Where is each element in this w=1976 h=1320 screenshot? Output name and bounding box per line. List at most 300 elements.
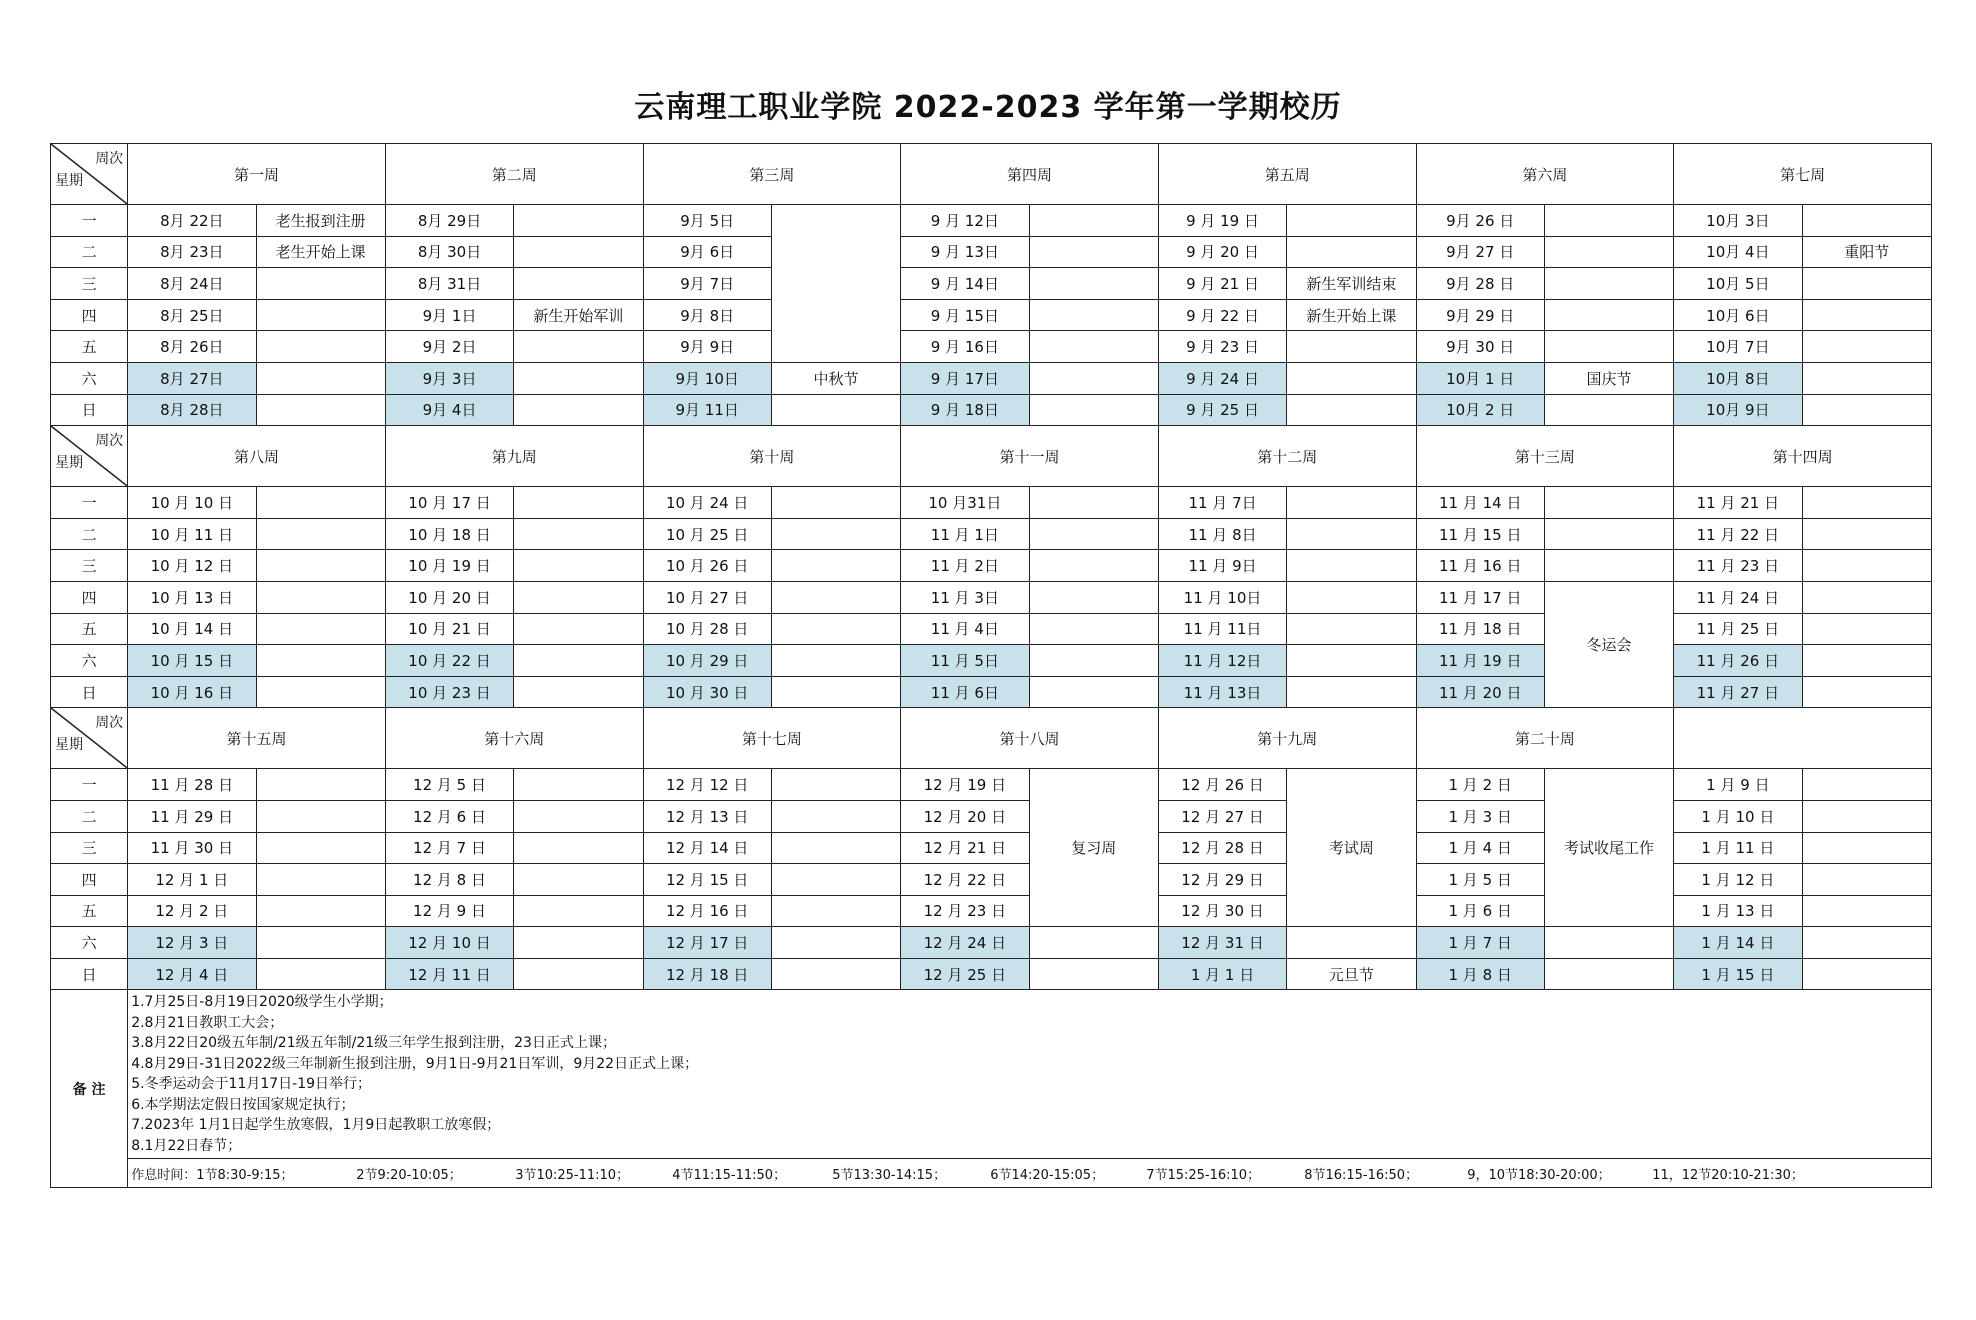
weekday-label: 二 <box>51 800 128 832</box>
weekday-label: 六 <box>51 927 128 959</box>
date-cell: 12 月 24 日 <box>901 927 1029 959</box>
event-cell <box>256 676 385 708</box>
event-cell <box>1029 613 1158 645</box>
date-cell: 12 月 14 日 <box>643 832 771 864</box>
day-row <box>51 487 1932 519</box>
event-cell <box>771 769 900 801</box>
date-cell: 9 月 14日 <box>901 268 1029 300</box>
date-cell: 11 月 16 日 <box>1416 550 1544 582</box>
event-cell <box>1029 676 1158 708</box>
day-row <box>51 394 1932 426</box>
event-cell <box>1029 236 1158 268</box>
note-line: 3.8月22日20级五年制/21级五年制/21级三年学生报到注册，23日正式上课； <box>131 1035 616 1052</box>
event-cell <box>1544 550 1673 582</box>
note-line: 4.8月29日-31日2022级三年制新生报到注册，9月1日-9月21日军训，9月22日正式上课； <box>131 1055 699 1072</box>
event-cell: 复习周 <box>1029 769 1158 927</box>
date-cell: 11 月 26 日 <box>1674 645 1802 677</box>
event-cell <box>1029 581 1158 613</box>
date-cell: 11 月 27 日 <box>1674 676 1802 708</box>
day-row <box>51 299 1932 331</box>
event-cell <box>256 362 385 394</box>
week-title: 第十一周 <box>901 426 1159 487</box>
date-cell: 11 月 28 日 <box>128 769 256 801</box>
date-cell: 8月 24日 <box>128 268 256 300</box>
event-cell <box>514 645 643 677</box>
date-cell: 12 月 12 日 <box>643 769 771 801</box>
date-cell: 12 月 30 日 <box>1158 895 1286 927</box>
event-cell <box>1544 927 1673 959</box>
date-cell: 11 月 9日 <box>1158 550 1286 582</box>
day-row <box>51 236 1932 268</box>
date-cell: 8月 25日 <box>128 299 256 331</box>
event-cell <box>514 268 643 300</box>
event-cell <box>514 394 643 426</box>
weekday-label: 四 <box>51 581 128 613</box>
date-cell: 10月 8日 <box>1674 362 1802 394</box>
week-title: 第五周 <box>1158 144 1416 205</box>
date-cell: 12 月 8 日 <box>385 864 513 896</box>
date-cell: 12 月 16 日 <box>643 895 771 927</box>
date-cell: 11 月 19 日 <box>1416 645 1544 677</box>
date-cell: 10 月 24 日 <box>643 487 771 519</box>
date-cell: 12 月 3 日 <box>128 927 256 959</box>
date-cell: 10月 1 日 <box>1416 362 1544 394</box>
week-title: 第二十周 <box>1416 708 1674 769</box>
date-cell: 10 月 29 日 <box>643 645 771 677</box>
date-cell: 8月 27日 <box>128 362 256 394</box>
event-cell <box>514 518 643 550</box>
event-cell <box>1802 832 1931 864</box>
date-cell: 8月 30日 <box>385 236 513 268</box>
event-cell <box>256 487 385 519</box>
date-cell: 12 月 1 日 <box>128 864 256 896</box>
event-cell <box>256 331 385 363</box>
event-cell <box>1287 487 1416 519</box>
date-cell: 11 月 29 日 <box>128 800 256 832</box>
day-row <box>51 927 1932 959</box>
event-cell: 考试收尾工作 <box>1544 769 1673 927</box>
date-cell: 9月 27 日 <box>1416 236 1544 268</box>
day-row <box>51 581 1932 613</box>
event-cell <box>514 769 643 801</box>
event-cell: 老生报到注册 <box>256 205 385 237</box>
date-cell: 10 月 26 日 <box>643 550 771 582</box>
event-cell <box>771 676 900 708</box>
date-cell: 1 月 12 日 <box>1674 864 1802 896</box>
date-cell: 1 月 13 日 <box>1674 895 1802 927</box>
schedule-row <box>51 1159 1932 1188</box>
date-cell: 8月 29日 <box>385 205 513 237</box>
event-cell <box>256 268 385 300</box>
event-cell <box>256 645 385 677</box>
date-cell: 11 月 5日 <box>901 645 1029 677</box>
date-cell: 12 月 7 日 <box>385 832 513 864</box>
event-cell <box>256 832 385 864</box>
event-cell <box>256 581 385 613</box>
event-cell <box>1802 331 1931 363</box>
date-cell: 1 月 14 日 <box>1674 927 1802 959</box>
event-cell: 新生开始军训 <box>514 299 643 331</box>
week-title: 第十周 <box>643 426 901 487</box>
notes-row <box>51 990 1932 1159</box>
date-cell: 10 月 22 日 <box>385 645 513 677</box>
event-cell <box>256 769 385 801</box>
day-row <box>51 205 1932 237</box>
date-cell: 12 月 27 日 <box>1158 800 1286 832</box>
event-cell: 重阳节 <box>1802 236 1931 268</box>
date-cell: 9月 8日 <box>643 299 771 331</box>
day-row <box>51 550 1932 582</box>
event-cell <box>514 958 643 990</box>
header-corner-cell <box>51 144 128 205</box>
day-row <box>51 518 1932 550</box>
event-cell <box>256 299 385 331</box>
event-cell <box>514 800 643 832</box>
week-header-row <box>51 708 1932 769</box>
event-cell <box>256 550 385 582</box>
page-title: 云南理工职业学院 2022-2023 学年第一学期校历 <box>634 90 1342 125</box>
date-cell: 9月 3日 <box>385 362 513 394</box>
weekday-label: 五 <box>51 331 128 363</box>
date-cell: 8月 31日 <box>385 268 513 300</box>
date-cell: 11 月 30 日 <box>128 832 256 864</box>
event-cell <box>1802 645 1931 677</box>
date-cell: 10月 7日 <box>1674 331 1802 363</box>
event-cell <box>514 832 643 864</box>
date-cell: 1 月 8 日 <box>1416 958 1544 990</box>
week-title: 第十三周 <box>1416 426 1674 487</box>
event-cell <box>771 205 900 363</box>
date-cell: 9 月 25 日 <box>1158 394 1286 426</box>
date-cell: 12 月 2 日 <box>128 895 256 927</box>
date-cell: 12 月 5 日 <box>385 769 513 801</box>
date-cell: 9 月 24 日 <box>1158 362 1286 394</box>
event-cell: 新生军训结束 <box>1287 268 1416 300</box>
weekday-label: 日 <box>51 394 128 426</box>
event-cell <box>256 927 385 959</box>
event-cell <box>1029 268 1158 300</box>
date-cell: 9 月 13日 <box>901 236 1029 268</box>
weekday-label: 五 <box>51 613 128 645</box>
date-cell: 12 月 25 日 <box>901 958 1029 990</box>
event-cell <box>1544 958 1673 990</box>
weekday-label: 四 <box>51 299 128 331</box>
period-time: 4节11:15-11:50； <box>672 1167 787 1183</box>
weekday-label: 三 <box>51 268 128 300</box>
event-cell <box>1544 299 1673 331</box>
date-cell: 12 月 13 日 <box>643 800 771 832</box>
date-cell: 10 月 23 日 <box>385 676 513 708</box>
date-cell: 1 月 1 日 <box>1158 958 1286 990</box>
event-cell <box>256 958 385 990</box>
event-cell <box>1802 864 1931 896</box>
date-cell: 9月 5日 <box>643 205 771 237</box>
event-cell <box>514 550 643 582</box>
schedule-cell <box>128 1159 1932 1188</box>
week-header-row <box>51 144 1932 205</box>
event-cell <box>256 800 385 832</box>
event-cell <box>1802 769 1931 801</box>
date-cell: 9 月 12日 <box>901 205 1029 237</box>
header-corner-cell <box>51 708 128 769</box>
period-time: 作息时间：1节8:30-9:15； <box>131 1167 294 1183</box>
event-cell <box>1029 645 1158 677</box>
corner-day-label: 星期 <box>55 173 83 189</box>
day-row <box>51 958 1932 990</box>
event-cell <box>1287 550 1416 582</box>
weekday-label: 二 <box>51 518 128 550</box>
event-cell <box>771 864 900 896</box>
corner-day-label: 星期 <box>55 455 83 472</box>
date-cell: 12 月 20 日 <box>901 800 1029 832</box>
week-title: 第十八周 <box>901 708 1159 769</box>
event-cell <box>1802 613 1931 645</box>
date-cell: 11 月 24 日 <box>1674 581 1802 613</box>
date-cell: 9 月 17日 <box>901 362 1029 394</box>
event-cell <box>1802 958 1931 990</box>
event-cell: 考试周 <box>1287 769 1416 927</box>
date-cell: 12 月 15 日 <box>643 864 771 896</box>
date-cell: 12 月 11 日 <box>385 958 513 990</box>
event-cell <box>514 927 643 959</box>
date-cell: 9月 29 日 <box>1416 299 1544 331</box>
date-cell: 10 月 28 日 <box>643 613 771 645</box>
date-cell: 9 月 19 日 <box>1158 205 1286 237</box>
event-cell <box>1802 800 1931 832</box>
date-cell: 11 月 18 日 <box>1416 613 1544 645</box>
period-time: 6节14:20-15:05； <box>990 1167 1105 1183</box>
event-cell <box>1544 268 1673 300</box>
event-cell <box>1802 550 1931 582</box>
date-cell: 10 月 17 日 <box>385 487 513 519</box>
event-cell <box>771 613 900 645</box>
date-cell: 11 月 7日 <box>1158 487 1286 519</box>
event-cell <box>514 236 643 268</box>
date-cell: 10 月 10 日 <box>128 487 256 519</box>
event-cell <box>256 895 385 927</box>
date-cell: 10 月 30 日 <box>643 676 771 708</box>
date-cell: 1 月 6 日 <box>1416 895 1544 927</box>
event-cell <box>771 518 900 550</box>
event-cell <box>1544 394 1673 426</box>
date-cell: 12 月 28 日 <box>1158 832 1286 864</box>
event-cell <box>514 895 643 927</box>
date-cell: 11 月 6日 <box>901 676 1029 708</box>
event-cell <box>256 394 385 426</box>
date-cell: 11 月 17 日 <box>1416 581 1544 613</box>
weekday-label: 二 <box>51 236 128 268</box>
event-cell <box>514 581 643 613</box>
date-cell: 9月 2日 <box>385 331 513 363</box>
date-cell: 12 月 18 日 <box>643 958 771 990</box>
event-cell <box>1029 299 1158 331</box>
date-cell: 10 月 25 日 <box>643 518 771 550</box>
event-cell <box>1029 518 1158 550</box>
event-cell <box>1802 676 1931 708</box>
date-cell: 8月 28日 <box>128 394 256 426</box>
date-cell: 11 月 21 日 <box>1674 487 1802 519</box>
date-cell: 1 月 10 日 <box>1674 800 1802 832</box>
corner-week-label: 周次 <box>95 433 124 450</box>
date-cell: 1 月 5 日 <box>1416 864 1544 896</box>
event-cell <box>1544 331 1673 363</box>
date-cell: 10 月 18 日 <box>385 518 513 550</box>
date-cell: 8月 22日 <box>128 205 256 237</box>
date-cell: 12 月 31 日 <box>1158 927 1286 959</box>
note-line: 1.7月25日-8月19日2020级学生小学期； <box>131 994 393 1011</box>
event-cell <box>1802 205 1931 237</box>
event-cell: 新生开始上课 <box>1287 299 1416 331</box>
date-cell: 10 月 19 日 <box>385 550 513 582</box>
date-cell: 11 月 11日 <box>1158 613 1286 645</box>
date-cell: 10 月 13 日 <box>128 581 256 613</box>
date-cell: 9 月 16日 <box>901 331 1029 363</box>
week-header-row <box>51 426 1932 487</box>
date-cell: 1 月 3 日 <box>1416 800 1544 832</box>
date-cell: 12 月 9 日 <box>385 895 513 927</box>
day-row <box>51 268 1932 300</box>
week-title: 第四周 <box>901 144 1159 205</box>
event-cell <box>1802 518 1931 550</box>
date-cell: 10月 4日 <box>1674 236 1802 268</box>
date-cell: 9 月 23 日 <box>1158 331 1286 363</box>
event-cell <box>771 800 900 832</box>
date-cell: 10月 3日 <box>1674 205 1802 237</box>
event-cell: 冬运会 <box>1544 581 1673 707</box>
date-cell: 9月 28 日 <box>1416 268 1544 300</box>
weekday-label: 日 <box>51 958 128 990</box>
event-cell <box>1802 581 1931 613</box>
corner-day-label: 星期 <box>55 737 83 754</box>
event-cell: 国庆节 <box>1544 362 1673 394</box>
date-cell: 9月 1日 <box>385 299 513 331</box>
date-cell: 1 月 2 日 <box>1416 769 1544 801</box>
date-cell: 9月 4日 <box>385 394 513 426</box>
note-line: 7.2023年 1月1日起学生放寒假，1月9日起教职工放寒假； <box>131 1117 501 1134</box>
date-cell: 10 月 14 日 <box>128 613 256 645</box>
event-cell <box>1802 895 1931 927</box>
event-cell <box>1544 487 1673 519</box>
period-time: 8节16:15-16:50； <box>1304 1167 1419 1183</box>
weekday-label: 四 <box>51 864 128 896</box>
period-time: 3节10:25-11:10； <box>515 1167 630 1183</box>
date-cell: 10 月 16 日 <box>128 676 256 708</box>
event-cell <box>771 895 900 927</box>
date-cell: 8月 26日 <box>128 331 256 363</box>
event-cell <box>1287 613 1416 645</box>
day-row <box>51 331 1932 363</box>
event-cell <box>1287 362 1416 394</box>
date-cell: 12 月 26 日 <box>1158 769 1286 801</box>
date-cell: 9月 7日 <box>643 268 771 300</box>
date-cell: 10 月 27 日 <box>643 581 771 613</box>
date-cell: 9 月 15日 <box>901 299 1029 331</box>
date-cell: 12 月 21 日 <box>901 832 1029 864</box>
date-cell: 11 月 13日 <box>1158 676 1286 708</box>
date-cell: 10 月31日 <box>901 487 1029 519</box>
date-cell: 9月 30 日 <box>1416 331 1544 363</box>
date-cell: 11 月 20 日 <box>1416 676 1544 708</box>
event-cell <box>1802 299 1931 331</box>
date-cell: 10月 5日 <box>1674 268 1802 300</box>
notes-label: 备 注 <box>51 990 128 1188</box>
date-cell: 11 月 22 日 <box>1674 518 1802 550</box>
date-cell: 10月 6日 <box>1674 299 1802 331</box>
event-cell <box>514 362 643 394</box>
event-cell <box>1544 518 1673 550</box>
date-cell: 1 月 9 日 <box>1674 769 1802 801</box>
event-cell <box>1287 205 1416 237</box>
date-cell: 1 月 11 日 <box>1674 832 1802 864</box>
date-cell: 1 月 4 日 <box>1416 832 1544 864</box>
event-cell <box>1287 927 1416 959</box>
date-cell: 9 月 22 日 <box>1158 299 1286 331</box>
period-time: 9，10节18:30-20:00； <box>1467 1167 1611 1183</box>
week-title: 第九周 <box>385 426 643 487</box>
event-cell <box>1802 927 1931 959</box>
event-cell <box>1287 676 1416 708</box>
corner-week-label: 周次 <box>95 715 124 732</box>
weekday-label: 一 <box>51 487 128 519</box>
period-time: 11，12节20:10-21:30； <box>1652 1167 1804 1183</box>
date-cell: 11 月 23 日 <box>1674 550 1802 582</box>
date-cell: 9月 6日 <box>643 236 771 268</box>
event-cell <box>1029 958 1158 990</box>
date-cell: 10 月 12 日 <box>128 550 256 582</box>
event-cell: 老生开始上课 <box>256 236 385 268</box>
weekday-label: 日 <box>51 676 128 708</box>
weekday-label: 五 <box>51 895 128 927</box>
date-cell: 9月 11日 <box>643 394 771 426</box>
event-cell <box>1029 487 1158 519</box>
date-cell: 12 月 23 日 <box>901 895 1029 927</box>
date-cell: 9月 10日 <box>643 362 771 394</box>
event-cell <box>514 676 643 708</box>
week-title: 第十六周 <box>385 708 643 769</box>
date-cell: 12 月 10 日 <box>385 927 513 959</box>
weekday-label: 六 <box>51 645 128 677</box>
date-cell: 11 月 10日 <box>1158 581 1286 613</box>
event-cell <box>1802 362 1931 394</box>
event-cell <box>514 205 643 237</box>
event-cell <box>771 487 900 519</box>
period-time: 5节13:30-14:15； <box>832 1167 947 1183</box>
weekday-label: 三 <box>51 832 128 864</box>
date-cell: 9 月 18日 <box>901 394 1029 426</box>
event-cell <box>256 613 385 645</box>
week-title: 第十五周 <box>128 708 386 769</box>
date-cell: 11 月 3日 <box>901 581 1029 613</box>
event-cell <box>771 832 900 864</box>
weekday-label: 一 <box>51 205 128 237</box>
week-title: 第八周 <box>128 426 386 487</box>
event-cell <box>1287 581 1416 613</box>
event-cell <box>1802 394 1931 426</box>
day-row <box>51 362 1932 394</box>
week-title: 第二周 <box>385 144 643 205</box>
date-cell: 1 月 7 日 <box>1416 927 1544 959</box>
event-cell <box>1029 362 1158 394</box>
date-cell: 1 月 15 日 <box>1674 958 1802 990</box>
notes-cell <box>128 990 1932 1159</box>
event-cell <box>1029 550 1158 582</box>
date-cell: 10 月 15 日 <box>128 645 256 677</box>
event-cell <box>256 518 385 550</box>
header-corner-cell <box>51 426 128 487</box>
date-cell: 10 月 21 日 <box>385 613 513 645</box>
event-cell <box>514 864 643 896</box>
date-cell: 12 月 17 日 <box>643 927 771 959</box>
